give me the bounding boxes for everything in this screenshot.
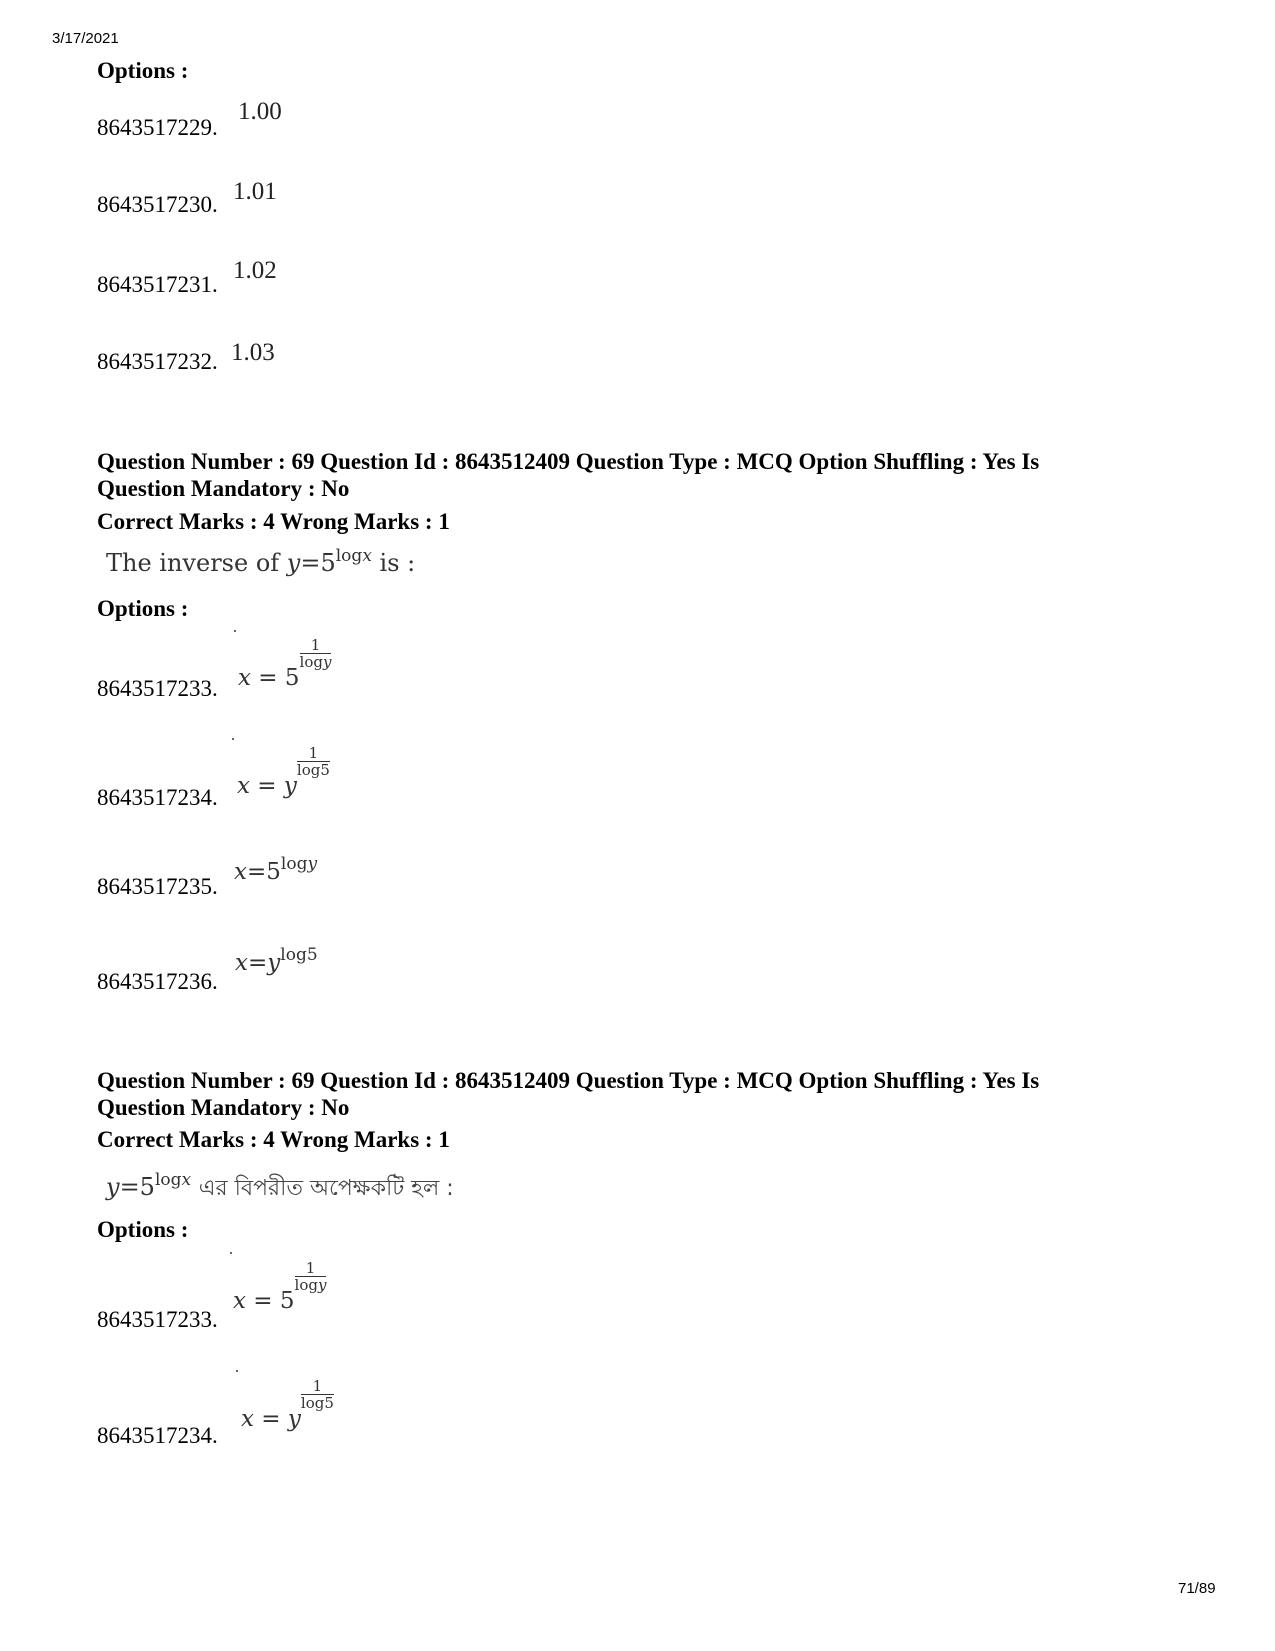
option-value: 1.01	[233, 178, 277, 205]
option-id: 8643517229.	[97, 115, 218, 140]
option-id: 8643517231.	[97, 272, 218, 297]
stem-formula: $y=5^{logx}$	[106, 1170, 192, 1201]
dot-mark	[236, 1370, 238, 1372]
options-label: Options :	[97, 596, 189, 621]
header-date: 3/17/2021	[52, 30, 119, 47]
option-value: 1.00	[238, 98, 282, 125]
question-marks: Correct Marks : 4 Wrong Marks : 1	[97, 509, 450, 534]
question-meta: Question Number : 69 Question Id : 8643512409 Question Type : MCQ Option Shuffling : Yes Is	[97, 1068, 1040, 1093]
stem-suffix: is :	[379, 549, 416, 577]
option-id: 8643517232.	[97, 349, 218, 374]
dot-mark	[232, 738, 234, 740]
option-id: 8643517233.	[97, 1307, 218, 1332]
option-formula: x = 5 $\frac{1}{\log y}$	[238, 636, 332, 691]
question-mandatory: Question Mandatory : No	[97, 476, 350, 501]
question-mandatory: Question Mandatory : No	[97, 1095, 350, 1120]
option-id: 8643517235.	[97, 874, 218, 899]
option-id: 8643517236.	[97, 969, 218, 994]
dot-mark	[234, 630, 236, 632]
question-meta: Question Number : 69 Question Id : 8643512409 Question Type : MCQ Option Shuffling : Yes Is	[97, 449, 1040, 474]
stem-prefix: The inverse of	[106, 549, 280, 577]
option-formula: x = y $\frac{1}{\log 5}$	[241, 1377, 334, 1432]
option-formula: x = 5 $\frac{1}{\log y}$	[233, 1259, 327, 1314]
page-number: 71/89	[1178, 1580, 1216, 1597]
option-formula: $x=5^{logy}$	[234, 854, 318, 885]
question-stem	[106, 1170, 454, 1208]
option-value: 1.02	[233, 257, 277, 284]
option-id: 8643517230.	[97, 192, 218, 217]
option-formula: $x=y^{log5}$	[235, 945, 318, 976]
options-label: Options :	[97, 58, 189, 83]
stem-suffix: এর বিপরীত অপেক্ষকটি হল :	[198, 1176, 454, 1201]
option-id: 8643517233.	[97, 676, 218, 701]
option-value: 1.03	[231, 339, 275, 366]
dot-mark	[230, 1252, 232, 1254]
stem-formula: $y=5^{logx}$	[286, 546, 372, 577]
question-marks: Correct Marks : 4 Wrong Marks : 1	[97, 1127, 450, 1152]
options-label: Options :	[97, 1217, 189, 1242]
question-stem	[106, 546, 415, 577]
option-id: 8643517234.	[97, 1423, 218, 1448]
option-formula: x = y $\frac{1}{\log 5}$	[237, 744, 330, 799]
option-id: 8643517234.	[97, 785, 218, 810]
